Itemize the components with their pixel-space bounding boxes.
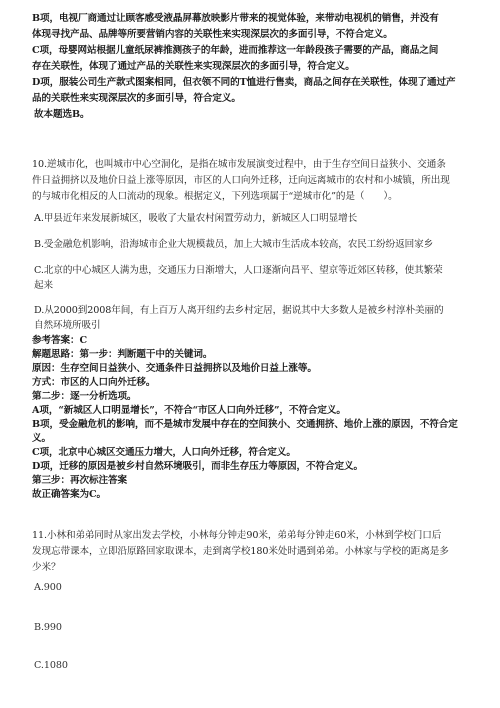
- explanation-line: 义。: [32, 433, 51, 444]
- explanation-line: D项，服装公司生产款式图案相同，但衣领不同的T恤进行售卖，商品之间存在关联性，体现了通过产: [32, 77, 456, 88]
- explanation-line: D项，迁移的原因是被乡村自然环境吸引，而非生存压力等原因，不符合定义。: [32, 461, 364, 472]
- question-stem-line: 件日益拥挤以及地价日益上涨等原因，市区的人口向外迁移，迁向远离城市的农村和小城镇，所出现: [32, 175, 450, 186]
- option-c-continued: 起来: [34, 280, 53, 291]
- explanation-line: 品的关联性来实现深层次的多面引导，符合定义。: [32, 93, 241, 104]
- explanation-step: 解题思路：第一步：判断题干中的关键词。: [32, 349, 213, 360]
- explanation-line: A项，“新城区人口明显增长”，不符合“市区人口向外迁移”，不符合定义。: [32, 405, 346, 416]
- option-c: C.北京的中心城区人满为患，交通压力日渐增大，人口逐渐向昌平、望京等近郊区转移，使其繁荣: [34, 265, 443, 276]
- explanation-line: C项，北京中心城区交通压力增大，人口向外迁移，符合定义。: [32, 447, 296, 458]
- explanation-line: 存在关联性，体现了通过产品的关联性来实现深层次的多面引导，符合定义。: [32, 61, 355, 72]
- explanation-conclusion: 故本题选B。: [34, 109, 90, 120]
- question-stem-line: 11.小林和弟弟同时从家出发去学校，小林每分钟走90米，弟弟每分钟走60米，小林到学校门口后: [32, 530, 442, 541]
- final-answer: 故正确答案为C。: [32, 489, 106, 500]
- explanation-step: 第二步：逐一分析选项。: [32, 391, 137, 402]
- option-a: A.900: [34, 582, 62, 593]
- explanation-line: C项，母婴网站根据儿童纸尿裤推测孩子的年龄，进而推荐这一年龄段孩子需要的产品，商品之间: [32, 45, 439, 56]
- option-d-continued: 自然环境所吸引: [34, 320, 101, 331]
- explanation-step: 第三步：再次标注答案: [32, 475, 127, 486]
- question-stem-line: 发现忘带课本，立即沿原路回家取课本，走到离学校180米处时遇到弟弟。小林家与学校的距离是多: [32, 546, 449, 557]
- explanation-line: 方式：市区的人口向外迁移。: [32, 377, 156, 388]
- question-stem-line: 的与城市化相反的人口流动的现象。根据定义，下列选项属于“逆城市化”的是（ ）。: [32, 191, 398, 202]
- option-a: A.甲县近年来发展新城区，吸收了大量农村闲置劳动力，新城区人口明显增长: [34, 213, 358, 224]
- question-stem-line: 10.逆城市化，也叫城市中心空洞化，是指在城市发展演变过程中，由于生存空间日益狭小、交通条: [32, 159, 446, 170]
- option-d: D.从2000到2008年间，有上百万人离开纽约去乡村定居，据说其中大多数人是被乡村淳朴美丽的: [34, 305, 444, 316]
- explanation-line: B项，电视厂商通过让顾客感受液晶屏幕放映影片带来的视觉体验，来带动电视机的销售，并没有: [32, 13, 439, 24]
- reference-answer: 参考答案：C: [32, 335, 88, 346]
- option-b: B.受金融危机影响，沿海城市企业大规模裁员，加上大城市生活成本较高，农民工纷纷返回家乡: [34, 239, 434, 250]
- question-stem-line: 少米？: [32, 562, 61, 573]
- option-c: C.1080: [34, 660, 68, 671]
- explanation-line: B项，受金融危机的影响，而不是城市发展中存在的空间狭小、交通拥挤、地价上涨的原因，不符合定: [32, 419, 458, 430]
- option-b: B.990: [34, 622, 62, 633]
- explanation-line: 体现寻找产品、品牌等所要营销内容的关联性来实现深层次的多面引导，不符合定义。: [32, 29, 393, 40]
- explanation-line: 原因：生存空间日益狭小、交通条件日益拥挤以及地价日益上涨等。: [32, 363, 317, 374]
